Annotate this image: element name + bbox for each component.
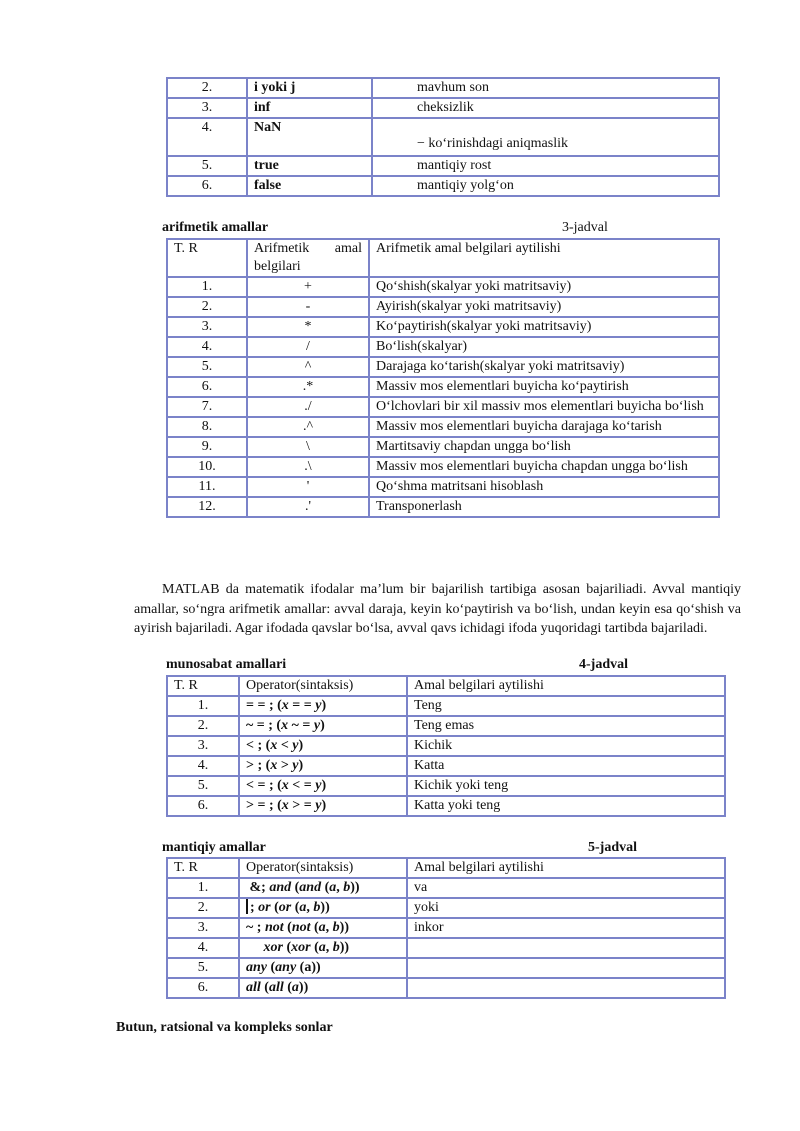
table-row: [167, 716, 725, 736]
row-number: 4.: [167, 938, 239, 958]
row-description: Martitsaviy chapdan ungga bo‘lish: [369, 437, 719, 457]
row-description: va: [407, 878, 725, 898]
operator-symbol: ;: [250, 900, 259, 915]
row-description: Qo‘shish(skalyar yoki matritsaviy): [369, 277, 719, 297]
operator-part: ): [298, 738, 304, 753]
row-description: Kichik yoki teng: [407, 776, 725, 796]
table-row: [167, 898, 725, 918]
table-row: [167, 156, 719, 176]
operand-b: b: [313, 900, 321, 915]
row-number: 6.: [167, 377, 247, 397]
operand-y: y: [315, 798, 322, 813]
row-operator: ^: [247, 357, 369, 377]
row-description: Ko‘paytirish(skalyar yoki matritsaviy): [369, 317, 719, 337]
row-description: Massiv mos elementlari buyicha chapdan ungga bo‘lish: [369, 457, 719, 477]
row-number: 5.: [167, 958, 239, 978]
row-number: 1.: [167, 277, 247, 297]
row-operator: ': [247, 477, 369, 497]
operator-part: > ; (: [246, 758, 271, 773]
row-operator: [239, 716, 407, 736]
row-description: mantiqiy rost: [372, 156, 719, 176]
table-row: [167, 417, 719, 437]
operator-part: ,: [325, 940, 333, 955]
column-header: Amal belgilari aytilishi: [407, 858, 725, 878]
row-number: 1.: [167, 878, 239, 898]
operator-part: > = ; (: [246, 798, 282, 813]
table-row: [167, 776, 725, 796]
table-row: [167, 918, 725, 938]
column-header: Arifmetik amal belgilari: [247, 239, 369, 277]
operand-a: a: [304, 960, 312, 975]
function-name: any: [275, 960, 297, 975]
row-description: [407, 978, 725, 998]
table-row: [167, 277, 719, 297]
logical-table: [166, 857, 726, 999]
row-number: 1.: [167, 696, 239, 716]
operator-part: )): [320, 900, 330, 915]
operator-part: ~ =: [288, 718, 314, 733]
row-operator: [239, 958, 407, 978]
row-number: 9.: [167, 437, 247, 457]
table3-caption-right: 3-jadval: [562, 220, 608, 235]
operator-part: <: [277, 738, 293, 753]
row-description: Massiv mos elementlari buyicha darajaga ko‘tarish: [369, 417, 719, 437]
operator-part: (: [282, 940, 292, 955]
row-description: Katta: [407, 756, 725, 776]
operator-part: < ; (: [246, 738, 271, 753]
row-operator: -: [247, 297, 369, 317]
operator-part: = = ; (: [246, 698, 282, 713]
row-operator: .*: [247, 377, 369, 397]
operand-x: x: [281, 778, 289, 793]
row-description: [407, 938, 725, 958]
operator-keyword: any: [246, 960, 267, 975]
row-number: 6.: [167, 176, 247, 196]
row-number: 11.: [167, 477, 247, 497]
operator-keyword: all: [246, 980, 261, 995]
row-description: Qo‘shma matritsani hisoblash: [369, 477, 719, 497]
column-header: Operator(sintaksis): [239, 676, 407, 696]
row-operator: /: [247, 337, 369, 357]
operator-part: ): [321, 798, 327, 813]
operator-part: )): [339, 920, 349, 935]
row-operator: [239, 898, 407, 918]
table-row: [167, 878, 725, 898]
row-number: 6.: [167, 978, 239, 998]
table3-caption-left: arifmetik amallar: [162, 220, 269, 235]
operator-part: < =: [288, 778, 316, 793]
operand-a: a: [291, 980, 299, 995]
operand-b: b: [332, 920, 340, 935]
table-row: [167, 337, 719, 357]
operator-keyword: or: [258, 900, 271, 915]
operator-part: )): [298, 980, 309, 995]
row-number: 2.: [167, 716, 239, 736]
operand-x: x: [281, 698, 289, 713]
table-row: [167, 736, 725, 756]
row-operator: .': [247, 497, 369, 517]
column-header: T. R: [167, 858, 239, 878]
operand-x: x: [270, 738, 278, 753]
row-description: Darajaga ko‘tarish(skalyar yoki matritsaviy): [369, 357, 719, 377]
relational-table: [166, 675, 726, 817]
row-description: Teng emas: [407, 716, 725, 736]
operator-keyword: not: [264, 920, 284, 935]
row-operator: [239, 978, 407, 998]
table-row: [167, 497, 719, 517]
row-description: Katta yoki teng: [407, 796, 725, 816]
row-operator: .^: [247, 417, 369, 437]
operator-part: ): [320, 718, 325, 733]
arithmetic-table: [166, 238, 720, 518]
row-operator: [239, 696, 407, 716]
table-row: [167, 796, 725, 816]
operand-x: x: [281, 718, 289, 733]
operator-part: (: [291, 880, 300, 895]
row-symbol: false: [247, 176, 372, 196]
operand-x: x: [281, 798, 289, 813]
operator-part: (: [283, 980, 292, 995]
row-operator: *: [247, 317, 369, 337]
table-row: [167, 958, 725, 978]
operator-part: )): [311, 960, 321, 975]
row-description: O‘lchovlari bir xil massiv mos elementlari buyicha bo‘lish: [369, 397, 719, 417]
section-heading: Butun, ratsional va kompleks sonlar: [116, 1020, 333, 1035]
row-operator: [239, 796, 407, 816]
row-number: 5.: [167, 156, 247, 176]
row-number: 2.: [167, 898, 239, 918]
operand-y: y: [313, 718, 321, 733]
operand-a: a: [318, 940, 326, 955]
operator-part: ,: [325, 920, 333, 935]
operator-part: )): [339, 940, 350, 955]
table-row: [167, 297, 719, 317]
row-number: 3.: [167, 736, 239, 756]
operator-part: (: [321, 880, 330, 895]
row-operator: [239, 776, 407, 796]
row-symbol: true: [247, 156, 372, 176]
table-header-row: [167, 858, 725, 878]
table-row: [167, 457, 719, 477]
row-description: yoki: [407, 898, 725, 918]
row-number: 4.: [167, 118, 247, 156]
operator-part: = =: [288, 698, 316, 713]
operator-part: > =: [288, 798, 316, 813]
operator-part: >: [277, 758, 293, 773]
table-header-row: [167, 239, 719, 277]
table-row: [167, 377, 719, 397]
column-header: Amal belgilari aytilishi: [407, 676, 725, 696]
operator-symbol: &;: [246, 880, 270, 895]
operator-part: (: [270, 900, 279, 915]
table-row: [167, 978, 725, 998]
row-description: [407, 958, 725, 978]
row-symbol: i yoki j: [247, 78, 372, 98]
operator-part: (: [310, 920, 319, 935]
row-description: Transponerlash: [369, 497, 719, 517]
row-symbol: NaN: [247, 118, 372, 156]
operator-part: ): [321, 698, 327, 713]
operand-y: y: [315, 698, 322, 713]
table-row: [167, 756, 725, 776]
table4-caption-left: munosabat amallari: [166, 657, 287, 672]
table4-caption-right: 4-jadval: [579, 657, 628, 672]
row-number: 8.: [167, 417, 247, 437]
operator-part: (: [291, 900, 300, 915]
row-number: 2.: [167, 297, 247, 317]
operator-part: < = ; (: [246, 778, 282, 793]
operand-x: x: [270, 758, 278, 773]
row-number: 5.: [167, 776, 239, 796]
row-operator: \: [247, 437, 369, 457]
row-description: − ko‘rinishdagi aniqmaslik: [372, 118, 719, 156]
function-name: xor: [291, 940, 311, 955]
operator-part: ,: [306, 900, 314, 915]
column-header: T. R: [167, 676, 239, 696]
row-description: mavhum son: [372, 78, 719, 98]
operator-part: ~ = ; (: [246, 718, 282, 733]
row-operator: [239, 878, 407, 898]
row-operator: [239, 736, 407, 756]
operator-part: ): [298, 758, 304, 773]
row-number: 7.: [167, 397, 247, 417]
operator-part: ): [321, 778, 327, 793]
table-row: [167, 317, 719, 337]
vertical-bar-icon: [246, 899, 248, 914]
table-row: [167, 477, 719, 497]
operand-y: y: [292, 758, 299, 773]
operator-symbol: [246, 940, 264, 955]
row-number: 3.: [167, 918, 239, 938]
column-header: T. R: [167, 239, 247, 277]
row-number: 6.: [167, 796, 239, 816]
operand-a: a: [299, 900, 307, 915]
operator-keyword: xor: [263, 940, 283, 955]
function-name: all: [268, 980, 284, 995]
operator-part: ,: [336, 880, 344, 895]
order-paragraph: MATLAB da matematik ifodalar ma’lum bir bajarilish tartibiga asosan bajariliadi. Avval mantiqiy amallar, so‘ngra arifmetik amallar: avval daraja, keyin ko‘paytirish va bo‘lish, undan keyin esa qo‘shish va ayirish bajariladi. Agar ifodada qavslar bo‘lsa, avval qavs ichidagi ifoda yuqoridagi tartibda bajariladi.: [134, 582, 741, 636]
row-description: Teng: [407, 696, 725, 716]
function-name: or: [278, 900, 292, 915]
operand-y: y: [315, 778, 322, 793]
operator-part: )): [350, 880, 360, 895]
table-row: [167, 397, 719, 417]
operator-part: (: [310, 940, 319, 955]
row-number: 4.: [167, 337, 247, 357]
operand-b: b: [332, 940, 340, 955]
operand-b: b: [343, 880, 351, 895]
table-row: [167, 118, 719, 156]
row-description: Bo‘lish(skalyar): [369, 337, 719, 357]
operand-a: a: [318, 920, 326, 935]
function-name: not: [291, 920, 311, 935]
row-number: 5.: [167, 357, 247, 377]
operator-part: (: [267, 960, 276, 975]
row-operator: +: [247, 277, 369, 297]
table-row: [167, 437, 719, 457]
constants-table: [166, 77, 720, 197]
operator-part: (: [283, 920, 292, 935]
operand-a: a: [329, 880, 337, 895]
table5-caption-left: mantiqiy amallar: [162, 840, 266, 855]
table-row: [167, 176, 719, 196]
table-row: [167, 78, 719, 98]
table-row: [167, 98, 719, 118]
operand-y: y: [292, 738, 299, 753]
table-row: [167, 357, 719, 377]
row-description: Ayirish(skalyar yoki matritsaviy): [369, 297, 719, 317]
table5-caption-right: 5-jadval: [588, 840, 637, 855]
column-header: Operator(sintaksis): [239, 858, 407, 878]
table-row: [167, 696, 725, 716]
function-name: and: [299, 880, 322, 895]
row-operator: ./: [247, 397, 369, 417]
row-description: Kichik: [407, 736, 725, 756]
operator-keyword: and: [269, 880, 292, 895]
operator-part: (: [260, 980, 269, 995]
operator-symbol: ~ ;: [246, 920, 265, 935]
row-description: cheksizlik: [372, 98, 719, 118]
row-number: 3.: [167, 98, 247, 118]
row-operator: [239, 756, 407, 776]
row-number: 10.: [167, 457, 247, 477]
row-description: Massiv mos elementlari buyicha ko‘paytirish: [369, 377, 719, 397]
row-description: inkor: [407, 918, 725, 938]
row-number: 4.: [167, 756, 239, 776]
row-number: 3.: [167, 317, 247, 337]
row-number: 12.: [167, 497, 247, 517]
row-operator: [239, 938, 407, 958]
row-symbol: inf: [247, 98, 372, 118]
row-operator: [239, 918, 407, 938]
row-operator: .\: [247, 457, 369, 477]
table-row: [167, 938, 725, 958]
operator-part: (: [296, 960, 305, 975]
row-description: mantiqiy yolg‘on: [372, 176, 719, 196]
column-header: Arifmetik amal belgilari aytilishi: [369, 239, 719, 277]
table-header-row: [167, 676, 725, 696]
row-number: 2.: [167, 78, 247, 98]
